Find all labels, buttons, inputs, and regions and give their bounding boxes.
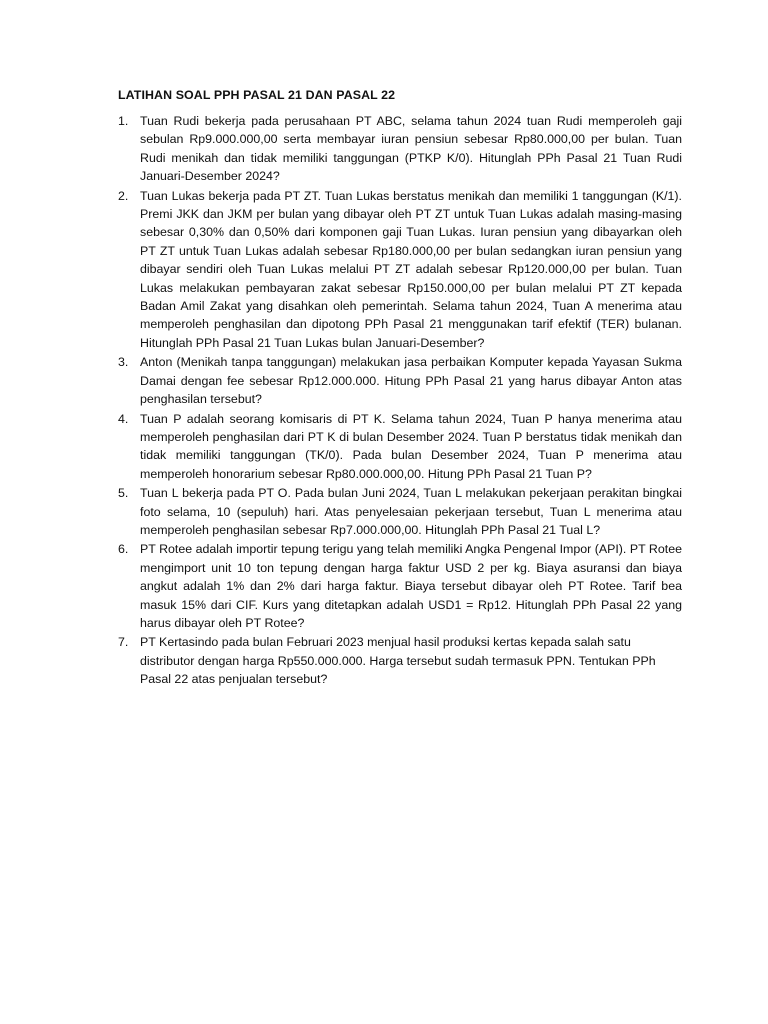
question-list — [118, 112, 682, 689]
question-item — [118, 112, 682, 186]
question-item — [118, 540, 682, 632]
question-text: Tuan Lukas bekerja pada PT ZT. Tuan Lukas berstatus menikah dan memiliki 1 tanggungan (K/1). Premi JKK dan JKM per bulan yang dibayar oleh PT ZT untuk Tuan Lukas adalah masing-masing sebesar 0,30% dan 0,50% dari komponen gaji Tuan Lukas. Iuran pensiun yang dibayarkan oleh PT ZT untuk Tuan Lukas adalah sebesar Rp180.000,00 per bulan sedangkan iuran pensiun yang dibayar sendiri oleh Tuan Lukas melalui PT ZT adalah sebesar Rp120.000,00 per bulan. Tuan Lukas melakukan pembayaran zakat sebesar Rp150.000,00 per bulan melalui PT ZT kepada Badan Amil Zakat yang disahkan oleh pemerintah. Selama tahun 2024, Tuan A menerima atau memperoleh penghasilan dan dipotong PPh Pasal 21 menggunakan tarif efektif (TER) bulanan. Hitunglah PPh Pasal 21 Tuan Lukas bulan Januari-Desember? — [140, 188, 682, 350]
question-number: 3. — [118, 355, 129, 370]
question-text: Tuan P adalah seorang komisaris di PT K. Selama tahun 2024, Tuan P hanya menerima atau memperoleh penghasilan dari PT K di bulan Desember 2024. Tuan P berstatus tidak menikah dan tidak memiliki tanggungan (TK/0). Pada bulan Desember 2024, Tuan P menerima atau memperoleh honorarium sebesar Rp80.000.000,00. Hitung PPh Pasal 21 Tuan P? — [140, 411, 682, 481]
question-item — [118, 484, 682, 539]
question-number: 7. — [118, 635, 129, 650]
question-number: 1. — [118, 114, 129, 128]
question-text: Tuan Rudi bekerja pada perusahaan PT ABC, selama tahun 2024 tuan Rudi memperoleh gaji sebulan Rp9.000.000,00 serta membayar iuran pensiun sebesar Rp80.000,00 per bulan. Tuan Rudi menikah dan tidak memiliki tanggungan (PTKP K/0). Hitunglah PPh Pasal 21 Tuan Rudi Januari-Desember 2024? — [140, 114, 682, 184]
question-item — [118, 353, 682, 408]
question-text: PT Kertasindo pada bulan Februari 2023 menjual hasil produksi kertas kepada salah satu distributor dengan harga Rp550.000.000. Harga tersebut sudah termasuk PPN. Tentukan PPh Pasal 22 atas penjualan tersebut? — [140, 635, 656, 687]
question-number: 6. — [118, 542, 129, 557]
question-text: Tuan L bekerja pada PT O. Pada bulan Juni 2024, Tuan L melakukan pekerjaan perakitan bingkai foto selama, 10 (sepuluh) hari. Atas penyelesaian pekerjaan tersebut, Tuan L menerima atau memperoleh penghasilan sebesar Rp7.000.000,00. Hitunglah PPh Pasal 21 Tual L? — [140, 486, 682, 537]
question-text: Anton (Menikah tanpa tanggungan) melakukan jasa perbaikan Komputer kepada Yayasan Sukma Damai dengan fee sebesar Rp12.000.000. Hitung PPh Pasal 21 yang harus dibayar Anton atas penghasilan tersebut? — [140, 355, 682, 407]
document-title: LATIHAN SOAL PPH PASAL 21 DAN PASAL 22 — [118, 88, 396, 102]
question-item — [118, 633, 682, 688]
question-item — [118, 187, 682, 353]
question-text: PT Rotee adalah importir tepung terigu yang telah memiliki Angka Pengenal Impor (API). PT Rotee mengimport unit 10 ton tepung dengan harga faktur USD 2 per kg. Biaya asuransi dan biaya angkut adalah 1% dan 2% dari harga faktur. Biaya tersebut dibayar oleh PT Rotee. Tarif bea masuk 15% dari CIF. Kurs yang ditetapkan adalah USD1 = Rp12. Hitunglah PPh Pasal 22 yang harus dibayar oleh PT Rotee? — [140, 542, 682, 630]
question-number: 4. — [118, 411, 129, 426]
question-number: 2. — [118, 188, 129, 203]
question-item — [118, 410, 682, 484]
question-number: 5. — [118, 486, 129, 501]
